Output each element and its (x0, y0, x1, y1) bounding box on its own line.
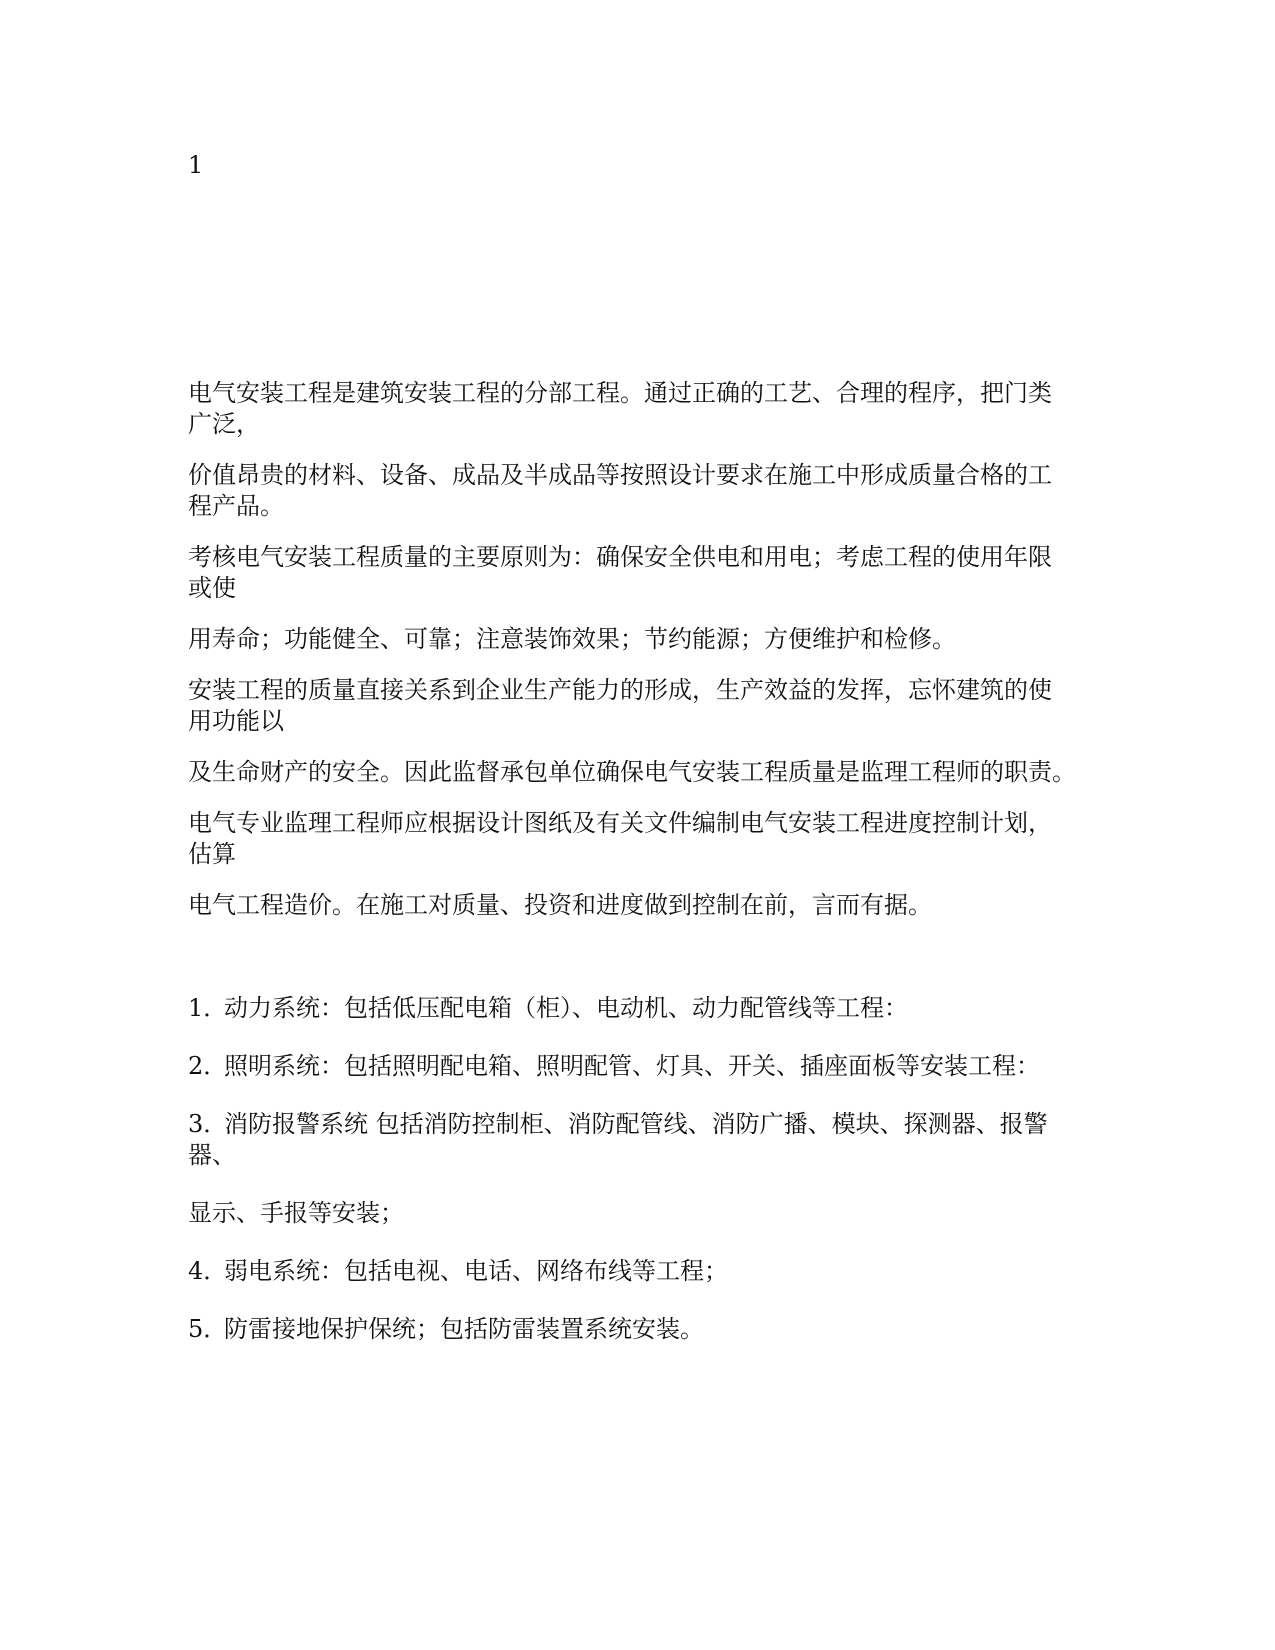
paragraph (188, 757, 1093, 788)
list-item-line (188, 1051, 1093, 1082)
paragraph (188, 675, 1093, 737)
list-item-text: 照明系统：包括照明配电箱、照明配管、灯具、开关、插座面板等安装工程： (224, 1052, 1040, 1080)
list-item-number: 4． (188, 1257, 228, 1285)
list-item (188, 1198, 1093, 1229)
paragraph (188, 890, 1093, 921)
paragraph-line: 估算 (188, 840, 236, 868)
system-list (188, 993, 1093, 1345)
section-gap (188, 941, 1093, 993)
list-item (188, 1051, 1093, 1082)
list-item-number: 2． (188, 1052, 228, 1080)
paragraph-line: 或使 (188, 574, 236, 602)
list-item-text: 动力系统：包括低压配电箱（柜）、电动机、动力配管线等工程： (224, 994, 908, 1022)
paragraph (188, 460, 1093, 522)
list-item (188, 1109, 1093, 1171)
paragraph-line: 电气专业监理工程师应根据设计图纸及有关文件编制电气安装工程进度控制计划， (188, 809, 1052, 837)
paragraph (188, 624, 1093, 655)
paragraph-line: 价值昂贵的材料、设备、成品及半成品等按照设计要求在施工中形成质量合格的工 (188, 461, 1052, 489)
list-item-line (188, 1314, 1093, 1345)
list-item-text: 弱电系统：包括电视、电话、网络布线等工程； (224, 1257, 728, 1285)
paragraph (188, 808, 1093, 870)
paragraph (188, 542, 1093, 604)
paragraph-line: 用功能以 (188, 707, 284, 735)
paragraph-group (188, 378, 1093, 921)
paragraph-line: 广泛， (188, 410, 260, 438)
paragraph-line: 用寿命；功能健全、可靠；注意装饰效果；节约能源；方便维护和检修。 (188, 625, 956, 653)
list-item-line (188, 1256, 1093, 1287)
list-item-number: 5． (188, 1315, 228, 1343)
list-item-number: 3． (188, 1110, 228, 1138)
list-item-line: 显示、手报等安装； (188, 1199, 404, 1227)
paragraph-line: 安装工程的质量直接关系到企业生产能力的形成，生产效益的发挥，忘怀建筑的使 (188, 676, 1052, 704)
paragraph-line: 程产品。 (188, 492, 284, 520)
list-item (188, 993, 1093, 1024)
document-body (188, 378, 1093, 1372)
paragraph-line: 考核电气安装工程质量的主要原则为：确保安全供电和用电；考虑工程的使用年限 (188, 543, 1052, 571)
list-item-text: 消防报警系统 包括消防控制柜、消防配管线、消防广播、模块、探测器、报警 (224, 1110, 1048, 1138)
list-item-line (188, 993, 1093, 1024)
list-item-text: 防雷接地保护保统；包括防雷装置系统安装。 (224, 1315, 704, 1343)
paragraph-line: 及生命财产的安全。因此监督承包单位确保电气安装工程质量是监理工程师的职责。 (188, 758, 1076, 786)
list-item (188, 1314, 1093, 1345)
list-item-line: 器、 (188, 1141, 236, 1169)
list-item-number: 1． (188, 994, 228, 1022)
list-item (188, 1256, 1093, 1287)
list-item-line (188, 1109, 1093, 1140)
paragraph (188, 378, 1093, 440)
paragraph-line: 电气安装工程是建筑安装工程的分部工程。通过正确的工艺、合理的程序，把门类 (188, 379, 1052, 407)
paragraph-line: 电气工程造价。在施工对质量、投资和进度做到控制在前，言而有据。 (188, 891, 932, 919)
page-number: 1 (188, 151, 204, 179)
